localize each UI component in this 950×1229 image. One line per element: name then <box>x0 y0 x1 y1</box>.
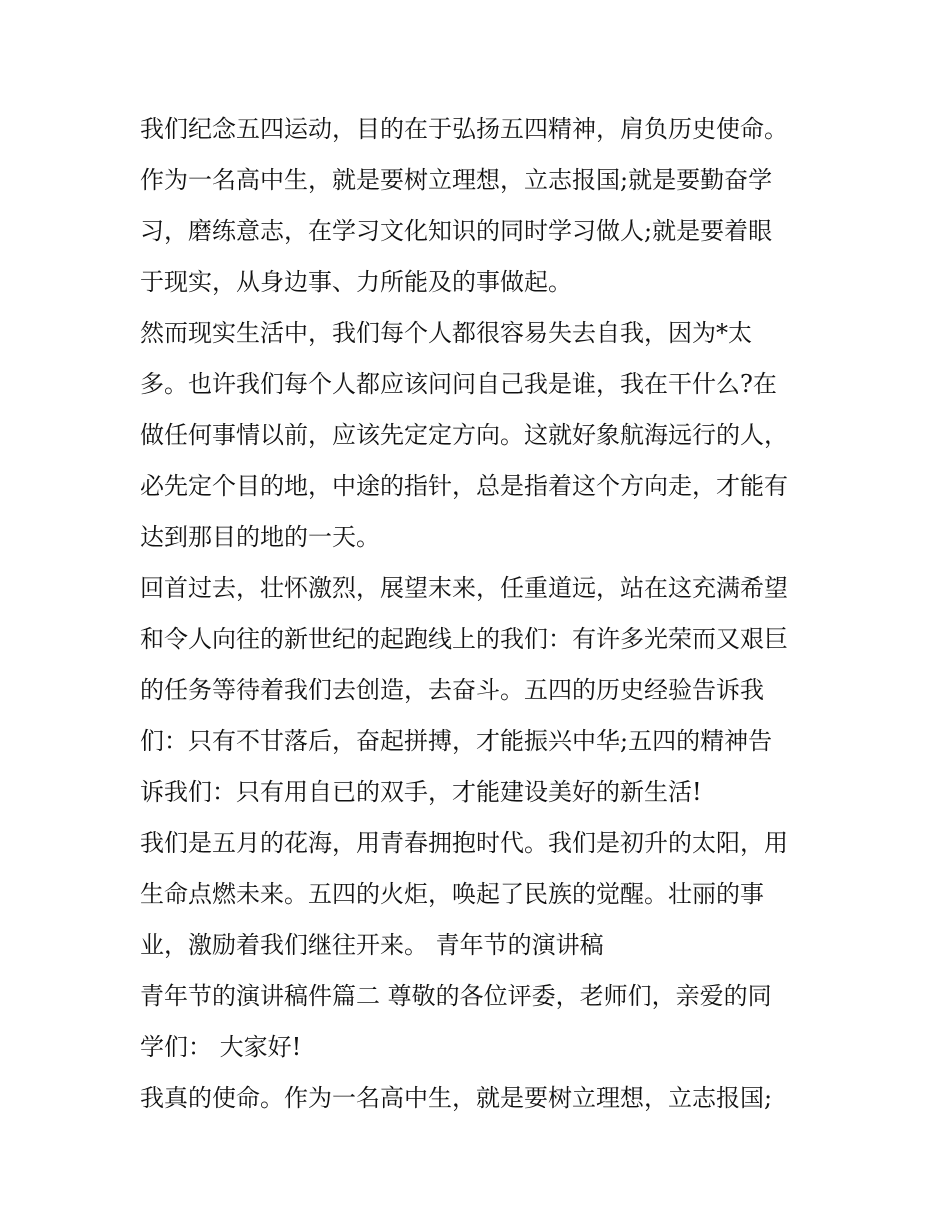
text-line: 我们纪念五四运动，目的在于弘扬五四精神，肩负历史使命。 <box>140 115 788 143</box>
text-line: 必先定个目的地，中途的指针，总是指着这个方向走，才能有 <box>140 472 788 500</box>
text-line: 学们： 大家好! <box>140 1033 302 1061</box>
text-line: 的任务等待着我们去创造，去奋斗。五四的历史经验告诉我 <box>140 676 764 704</box>
text-line: 我们是五月的花海，用青春拥抱时代。我们是初升的太阳，用 <box>140 829 788 857</box>
text-line: 习，磨练意志，在学习文化知识的同时学习做人;就是要着眼 <box>140 217 773 245</box>
speech-text <box>140 109 820 1129</box>
text-line: 然而现实生活中，我们每个人都很容易失去自我，因为*太 <box>140 319 752 347</box>
text-line: 作为一名高中生，就是要树立理想，立志报国;就是要勤奋学 <box>140 166 773 194</box>
text-line: 多。也许我们每个人都应该问问自己我是谁，我在干什么?在 <box>140 370 777 398</box>
text-line: 生命点燃未来。五四的火炬，唤起了民族的觉醒。壮丽的事 <box>140 880 764 908</box>
text-line: 回首过去，壮怀激烈，展望末来，任重道远，站在这充满希望 <box>140 574 788 602</box>
text-line: 业，激励着我们继往开来。 青年节的演讲稿 <box>140 931 604 959</box>
text-line: 们：只有不甘落后，奋起拼搏，才能振兴中华;五四的精神告 <box>140 727 773 755</box>
text-line: 诉我们：只有用自已的双手，才能建设美好的新生活! <box>140 778 702 806</box>
text-line: 我真的使命。作为一名高中生，就是要树立理想，立志报国; <box>140 1084 773 1112</box>
text-line: 和令人向往的新世纪的起跑线上的我们：有许多光荣而又艰巨 <box>140 625 788 653</box>
text-line: 青年节的演讲稿件篇二 尊敬的各位评委，老师们，亲爱的同 <box>140 982 772 1010</box>
text-line: 达到那目的地的一天。 <box>140 523 380 551</box>
text-line: 于现实，从身边事、力所能及的事做起。 <box>140 268 572 296</box>
text-line: 做任何事情以前，应该先定定方向。这就好象航海远行的人， <box>140 421 788 449</box>
